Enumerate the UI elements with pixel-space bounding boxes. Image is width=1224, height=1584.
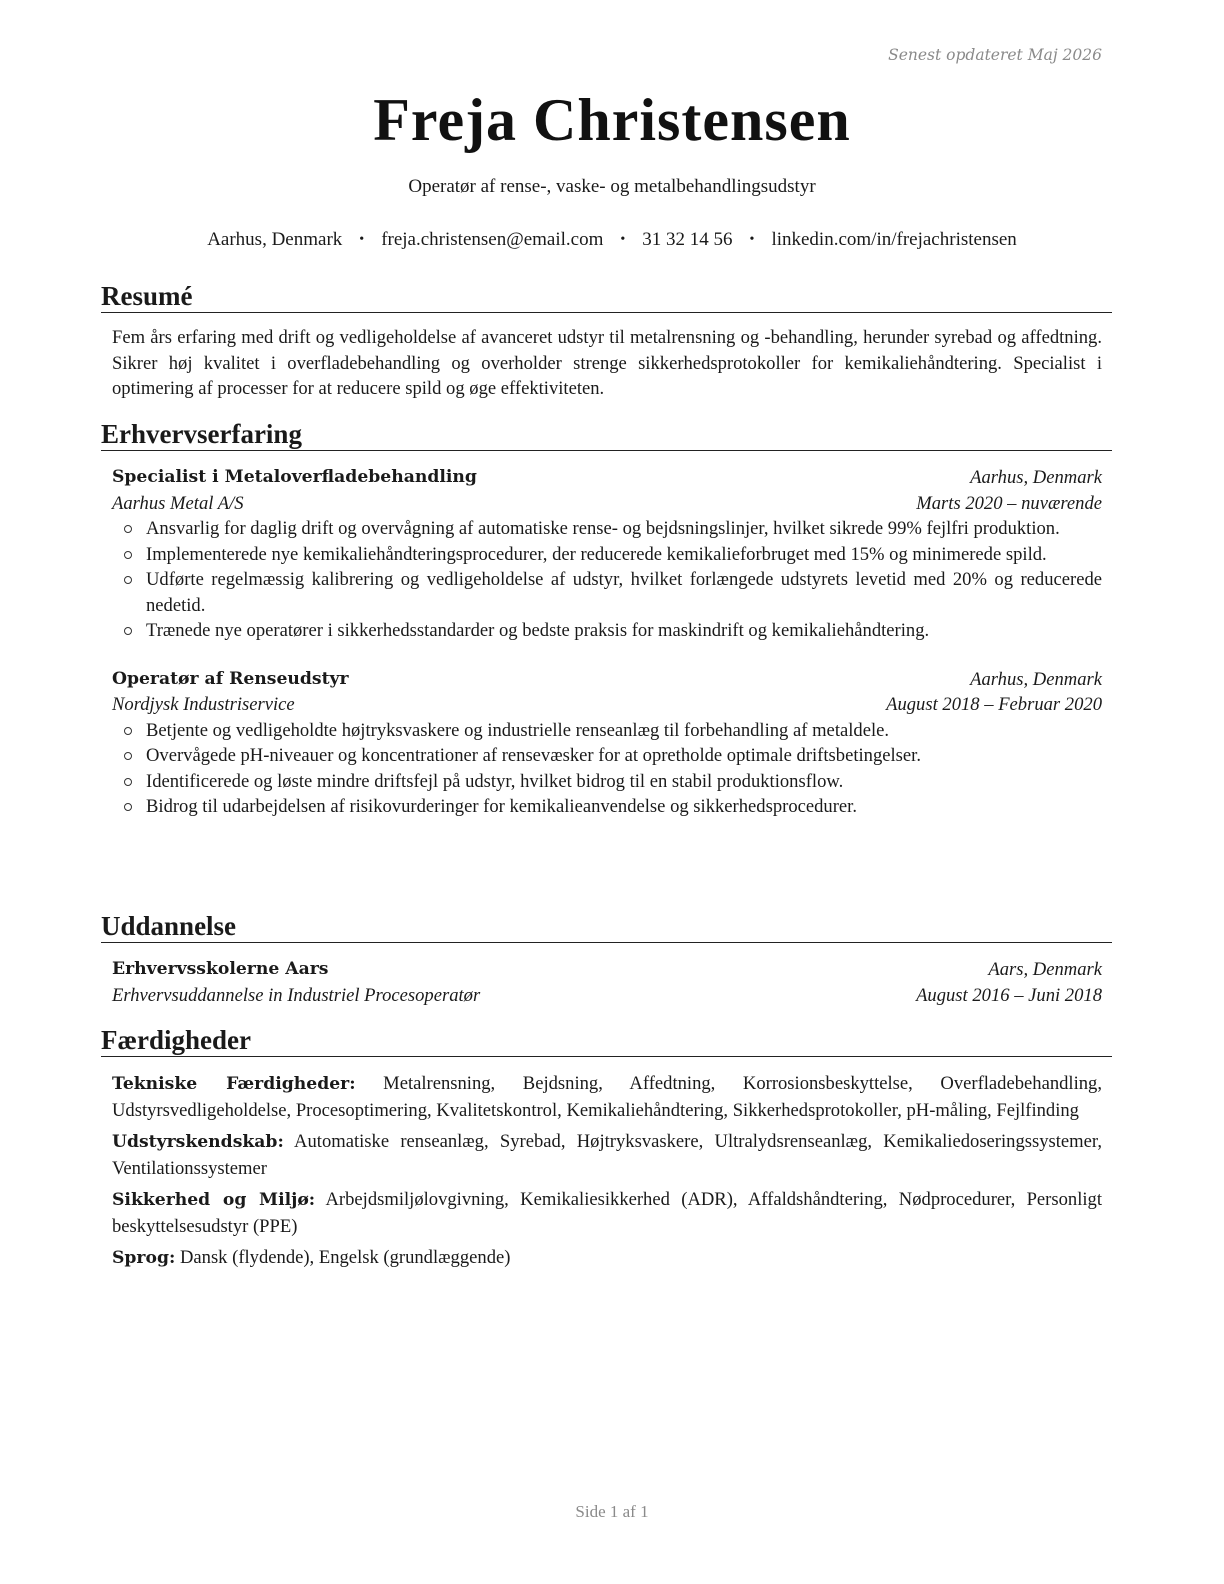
bullet-circle-icon [124, 752, 132, 760]
bullet-circle-icon [124, 778, 132, 786]
skill-group-text: Dansk (flydende), Engelsk (grundlæggende) [179, 1247, 511, 1268]
skill-group-label: Tekniske Færdigheder: [112, 1074, 356, 1094]
list-item: Implementerede nye kemikaliehåndteringsprocedurer, der reducerede kemikalieforbruget med 15% og minimerede spild. [112, 542, 1102, 568]
list-item: Udførte regelmæssig kalibrering og vedligeholdelse af udstyr, hvilket forlængede udstyrets levetid med 20% og reducerede nedetid. [112, 567, 1102, 618]
experience-section [101, 418, 1112, 820]
bullet-circle-icon [124, 525, 132, 533]
contact-linkedin[interactable]: linkedin.com/in/frejachristensen [771, 229, 1017, 250]
section-title-skills: Færdigheder [101, 1024, 1112, 1057]
bullet-circle-icon [124, 551, 132, 559]
list-item: Ansvarlig for daglig drift og overvågning af automatiske rense- og bejdsningslinjer, hvilket sikrede 99% fejlfri produktion. [112, 516, 1102, 542]
contact-email[interactable]: freja.christensen@email.com [381, 229, 604, 250]
list-item: Trænede nye operatører i sikkerhedsstandarder og bedste praksis for maskindrift og kemikaliehåndtering. [112, 618, 1102, 644]
separator-dot: • [749, 232, 755, 247]
contact-location: Aarhus, Denmark [207, 229, 343, 250]
education-degree: Erhvervsuddannelse in Industriel Procesoperatør [112, 984, 481, 1006]
job-bullets [112, 516, 1102, 644]
summary-text: Fem års erfaring med drift og vedligeholdelse af avanceret udstyr til metalrensning og -behandling, herunder syrebad og affedtning. Sikrer høj kvalitet i overfladebehandling og overholder strenge sikkerhedsprotokoller for kemikaliehåndtering. Specialist i optimering af processer for at reducere spild og øge effektiviteten. [112, 327, 1102, 399]
section-title-summary: Resumé [101, 280, 1112, 313]
skill-group-text: Automatiske renseanlæg, Syrebad, Højtryksvaskere, Ultralydsrenseanlæg, Kemikaliedoseringssystemer, Ventilationssystemer [112, 1131, 1102, 1179]
skill-group-label: Sikkerhed og Miljø: [112, 1190, 316, 1210]
last-updated: Senest opdateret Maj 2026 [888, 46, 1102, 64]
contact-line [0, 229, 1224, 251]
job-location: Aarhus, Denmark [970, 668, 1102, 690]
summary-section [101, 280, 1112, 402]
education-school: Erhvervsskolerne Aars [112, 959, 329, 979]
education-dates: August 2016 – Juni 2018 [916, 984, 1102, 1006]
education-section [101, 910, 1112, 1008]
job-entry [112, 667, 1102, 820]
education-location: Aars, Denmark [988, 959, 1102, 980]
job-role: Specialist i Metaloverfladebehandling [112, 467, 477, 487]
list-item: Identificerede og løste mindre driftsfejl på udstyr, hvilket bidrog til en stabil produktionsflow. [112, 769, 1102, 795]
job-dates: Marts 2020 – nuværende [916, 492, 1102, 514]
skills-section [101, 1024, 1112, 1278]
bullet-circle-icon [124, 576, 132, 584]
skill-group-label: Sprog: [112, 1248, 176, 1268]
bullet-circle-icon [124, 803, 132, 811]
skill-group-label: Udstyrskendskab: [112, 1132, 284, 1152]
candidate-title: Operatør af rense-, vaske- og metalbehandlingsudstyr [408, 176, 816, 197]
skill-group [112, 1245, 1102, 1272]
job-company: Aarhus Metal A/S [112, 492, 244, 514]
job-location: Aarhus, Denmark [970, 467, 1102, 488]
job-role: Operatør af Renseudstyr [112, 668, 349, 689]
page-number: Side 1 af 1 [575, 1502, 649, 1521]
list-item: Bidrog til udarbejdelsen af risikovurderinger for kemikalieanvendelse og sikkerhedsprocedurer. [112, 794, 1102, 820]
job-entry [112, 465, 1102, 644]
job-bullets [112, 718, 1102, 820]
skill-group [112, 1129, 1102, 1181]
separator-dot: • [359, 232, 365, 247]
job-company: Nordjysk Industriservice [112, 694, 295, 715]
section-title-education: Uddannelse [101, 910, 1112, 943]
skill-group [112, 1187, 1102, 1239]
section-title-experience: Erhvervserfaring [101, 418, 1112, 451]
bullet-circle-icon [124, 627, 132, 635]
skill-group-text: Metalrensning, Bejdsning, Affedtning, Korrosionsbeskyttelse, Overfladebehandling, Udstyrsvedligeholdelse, Procesoptimering, Kvalitetskontrol, Kemikaliehåndtering, Sikkerhedsprotokoller, pH-måling, Fejlfinding [112, 1073, 1102, 1121]
candidate-name: Freja Christensen [373, 87, 851, 153]
bullet-circle-icon [124, 727, 132, 735]
contact-phone[interactable]: 31 32 14 56 [642, 229, 733, 250]
list-item: Betjente og vedligeholdte højtryksvaskere og industrielle renseanlæg til forbehandling af metaldele. [112, 718, 1102, 744]
separator-dot: • [620, 232, 626, 247]
skill-group [112, 1071, 1102, 1123]
skill-group-text: Arbejdsmiljølovgivning, Kemikaliesikkerhed (ADR), Affaldshåndtering, Nødprocedurer, Personligt beskyttelsesudstyr (PPE) [112, 1189, 1102, 1237]
job-dates: August 2018 – Februar 2020 [886, 694, 1102, 715]
list-item: Overvågede pH-niveauer og koncentrationer af rensevæsker for at opretholde optimale driftsbetingelser. [112, 743, 1102, 769]
